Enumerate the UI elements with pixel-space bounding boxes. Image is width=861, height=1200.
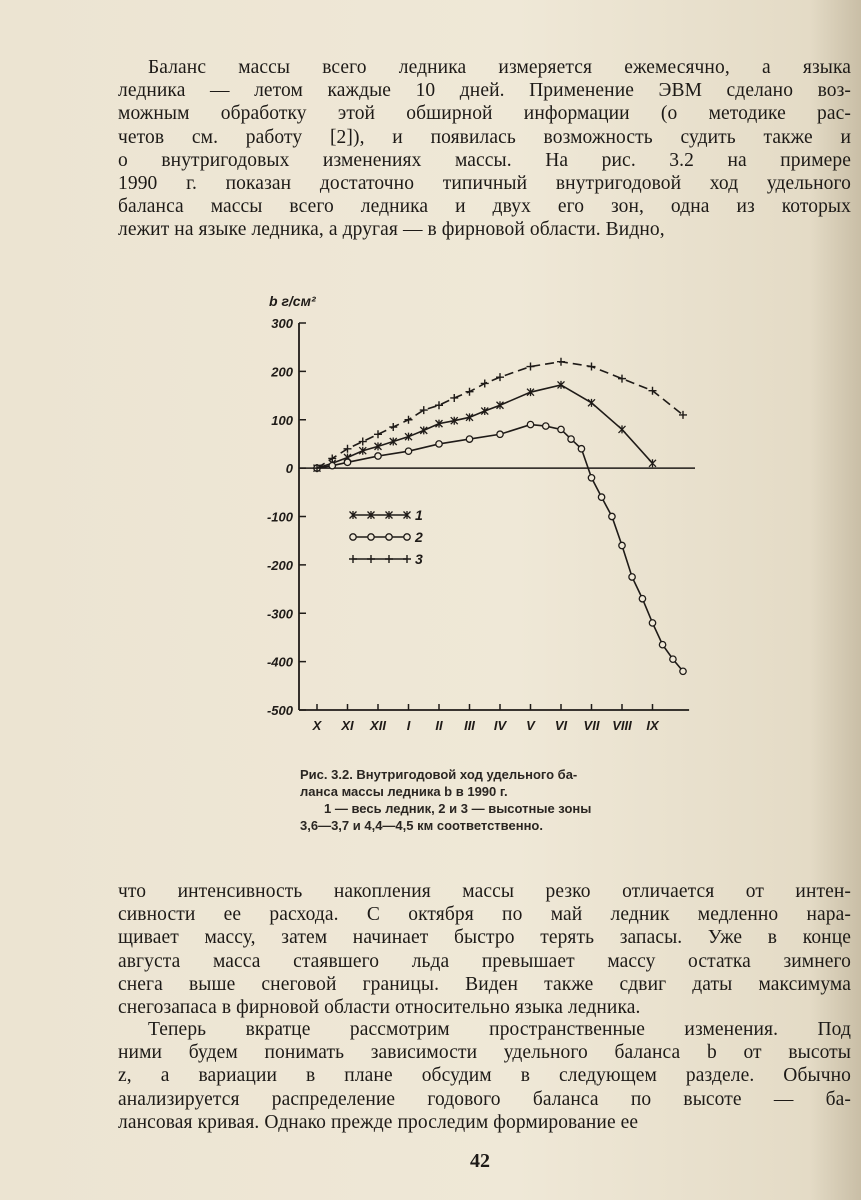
paragraph-top-line: Баланс массы всего ледника измеряется ежемесячно, а языка xyxy=(148,57,851,78)
legend-marker-3 xyxy=(349,555,357,563)
series-2-point xyxy=(629,574,635,580)
caption-line-3: 1 — весь ледник, 2 и 3 — высотные зоны xyxy=(324,801,592,816)
legend-marker-2 xyxy=(404,534,410,540)
series-2-point xyxy=(466,436,472,442)
x-tick-label: XII xyxy=(370,718,386,733)
series-2-point xyxy=(649,620,655,626)
x-tick-label: II xyxy=(435,718,443,733)
x-tick-label: VIII xyxy=(612,718,632,733)
series-1-line xyxy=(317,385,653,468)
paragraph-top-line: 1990 г. показан достаточно типичный внутригодовой ход удельного xyxy=(118,173,851,195)
series-1-point xyxy=(420,426,427,434)
paragraph-top-line: ледника — летом каждые 10 дней. Применение ЭВМ сделано воз- xyxy=(118,80,851,102)
legend-label-3: 3 xyxy=(415,551,423,567)
legend-marker-3 xyxy=(385,555,393,563)
series-2-point xyxy=(436,441,442,447)
series-2-point xyxy=(329,463,335,469)
legend-label-1: 1 xyxy=(415,507,423,523)
legend-marker-2 xyxy=(350,534,356,540)
x-tick-label: X xyxy=(312,718,322,733)
series-3-point xyxy=(359,438,367,446)
series-2-point xyxy=(670,656,676,662)
caption-line-1: Рис. 3.2. Внутригодовой ход удельного ба- xyxy=(300,767,578,782)
legend-marker-2 xyxy=(386,534,392,540)
series-2-point xyxy=(588,475,594,481)
y-tick-label: -300 xyxy=(266,606,293,622)
paragraph-top-line: о внутригодовых изменениях массы. На рис. 3.2 на примере xyxy=(118,149,851,171)
y-tick-label: 300 xyxy=(271,316,293,331)
series-3-point xyxy=(481,379,489,387)
x-tick-label: IV xyxy=(493,718,507,733)
paragraph-top-line: четов см. работу [2]), и появилась возможность судить также и xyxy=(118,126,851,148)
series-3-point xyxy=(588,363,596,371)
series-2-point xyxy=(527,421,533,427)
paragraph-next-line: лансовая кривая. Однако прежде проследим формирование ее xyxy=(118,1111,639,1133)
x-tick-label: I xyxy=(406,718,411,733)
series-3-point xyxy=(466,388,474,396)
paragraph-bottom-line: августа масса стаявшего льда превышает массу остатка зимнего xyxy=(118,950,851,972)
y-tick-label: 200 xyxy=(271,364,293,380)
paragraph-top-line: баланса массы всего ледника и двух его зон, одна из которых xyxy=(118,196,851,218)
series-3-point xyxy=(527,363,535,371)
y-tick-label: 0 xyxy=(285,461,293,477)
x-tick-label: III xyxy=(464,718,475,733)
legend-marker-3 xyxy=(403,555,411,563)
y-tick-label: -200 xyxy=(266,557,293,573)
series-3-point xyxy=(618,375,626,383)
series-2-point xyxy=(639,596,645,602)
series-2-point xyxy=(543,423,549,429)
figure-caption xyxy=(300,766,690,834)
y-tick-label: -500 xyxy=(266,703,293,718)
legend-marker-3 xyxy=(367,555,375,563)
series-2-point xyxy=(659,641,665,647)
series-2-point xyxy=(405,448,411,454)
series-3-point xyxy=(420,406,428,414)
series-3-point xyxy=(496,373,504,381)
paragraph-next xyxy=(118,1018,851,1134)
series-2-point xyxy=(344,459,350,465)
paragraph-top-line: можным обработку этой обширной информации (о методике рас- xyxy=(118,103,851,125)
paragraph-bottom xyxy=(118,880,851,1019)
series-1-point xyxy=(481,407,488,415)
series-1-point xyxy=(649,459,656,467)
page-number: 42 xyxy=(470,1150,490,1172)
paragraph-top-line: лежит на языке ледника, а другая — в фирновой области. Видно, xyxy=(118,219,665,241)
series-2-point xyxy=(619,542,625,548)
series-3-point xyxy=(450,394,458,402)
series-2-point xyxy=(680,668,686,674)
series-1-point xyxy=(588,399,595,407)
paragraph-bottom-line: что интенсивность накопления массы резко отличается от интен- xyxy=(118,881,851,902)
x-tick-label: VII xyxy=(583,718,600,733)
series-2-point xyxy=(497,431,503,437)
series-3-point xyxy=(405,416,413,424)
y-tick-label: 100 xyxy=(271,412,293,428)
paragraph-next-line: анализируется распределение годового баланса по высоте — ба- xyxy=(118,1088,851,1110)
series-3-point xyxy=(344,445,352,453)
y-tick-label: -100 xyxy=(266,509,293,525)
x-tick-label: V xyxy=(526,718,535,733)
paragraph-bottom-line: снега выше снеговой границы. Виден также сдвиг даты максимума xyxy=(118,973,851,995)
y-tick-label: -400 xyxy=(266,654,293,670)
series-3-point xyxy=(374,430,382,438)
y-axis-title: b г/см² xyxy=(269,293,316,309)
series-2-point xyxy=(609,513,615,519)
paragraph-bottom-line: сивности ее расхода. С октября по май ледник медленно нара- xyxy=(118,904,851,926)
x-tick-label: XI xyxy=(341,718,354,733)
paragraph-bottom-line: снегозапаса в фирновой области относительно языка ледника. xyxy=(118,997,641,1019)
caption-line-4: 3,6—3,7 и 4,4—4,5 км соответственно. xyxy=(300,818,543,833)
paragraph-next-line: z, а вариации в плане обсудим в следующем разделе. Обычно xyxy=(118,1065,851,1087)
legend-marker-2 xyxy=(368,534,374,540)
series-2-point xyxy=(598,494,604,500)
paragraph-next-line: Теперь вкратце рассмотрим пространственные изменения. Под xyxy=(148,1019,851,1040)
x-tick-label: IX xyxy=(646,718,659,733)
figure-3-2-chart xyxy=(255,278,695,748)
caption-line-2: ланса массы ледника b в 1990 г. xyxy=(300,784,508,799)
paragraph-bottom-line: щивает массу, затем начинает быстро терять запасы. Уже в конце xyxy=(118,927,851,949)
series-1-point xyxy=(497,401,504,409)
series-2-point xyxy=(558,426,564,432)
series-2-point xyxy=(375,453,381,459)
series-2-point xyxy=(578,446,584,452)
series-3-point xyxy=(435,401,443,409)
paragraph-next-line: ними будем понимать зависимости удельного баланса b от высоты xyxy=(118,1042,851,1064)
series-2-line xyxy=(317,425,683,672)
x-tick-label: VI xyxy=(554,718,568,733)
series-3-point xyxy=(557,358,565,366)
paragraph-top xyxy=(118,56,851,242)
series-2-point xyxy=(568,436,574,442)
series-1-point xyxy=(619,425,626,433)
series-3-point xyxy=(389,423,397,431)
legend-label-2: 2 xyxy=(415,529,423,545)
